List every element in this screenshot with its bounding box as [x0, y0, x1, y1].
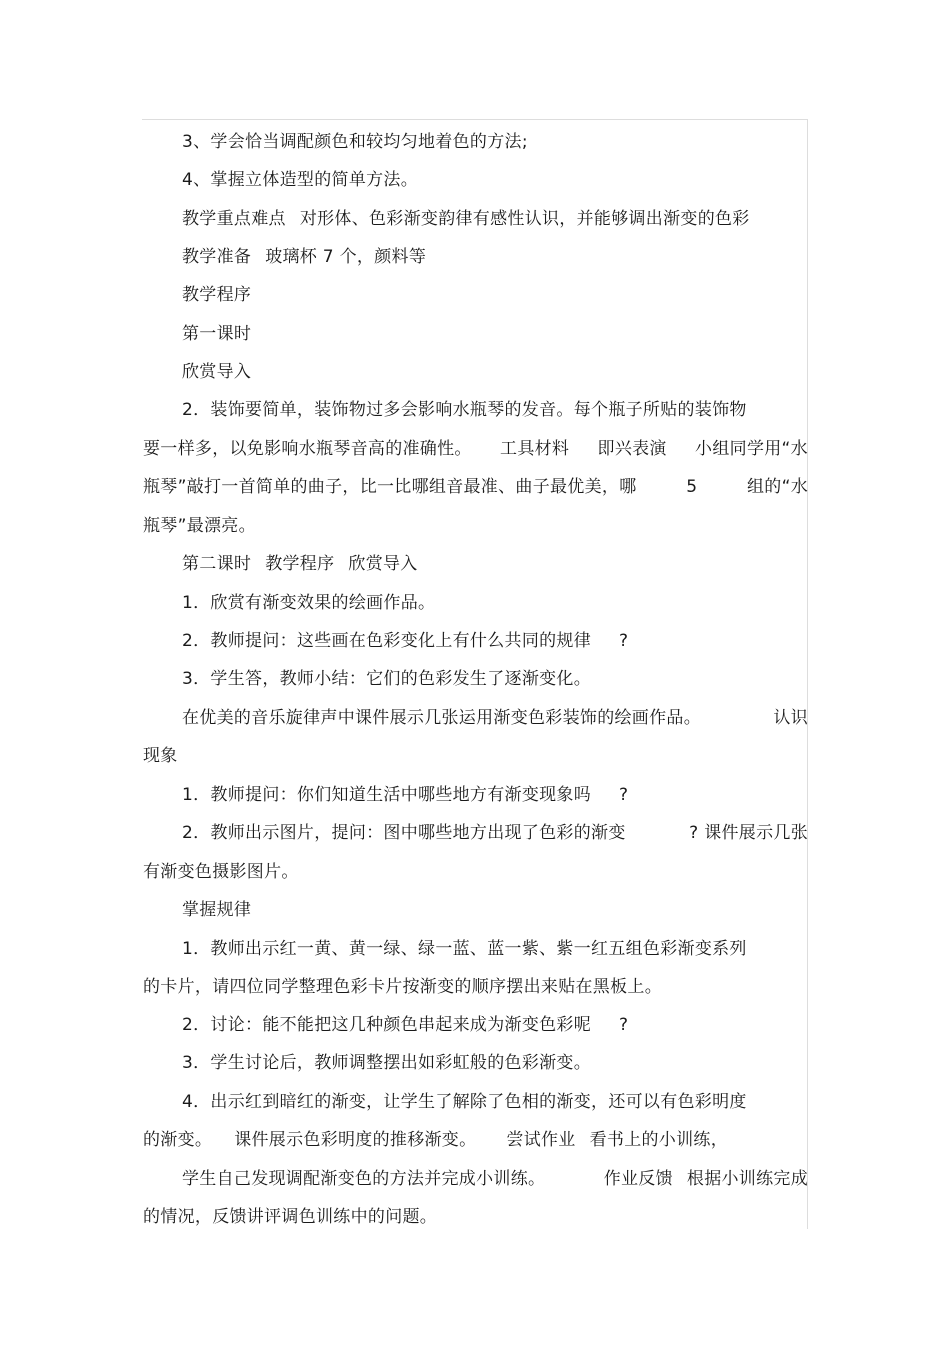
rule-step-1-cont — [143, 968, 808, 1006]
try-homework-text: 看书上的小训练， — [589, 1130, 729, 1150]
phen-step-1-text: 1．教师提问：你们知道生活中哪些地方有渐变现象吗 — [182, 785, 592, 805]
rule-step-1 — [143, 930, 808, 968]
objective-3-text: 3、学会恰当调配颜色和较均匀地着色的方法; — [182, 132, 528, 152]
rule-step-2 — [143, 1006, 808, 1044]
group-number: 5 — [686, 477, 698, 497]
rule-step-1-text: 1．教师出示红一黄、黄一绿、绿一蓝、蓝一紫、紫一红五组色彩渐变系列 — [182, 939, 747, 959]
procedure-heading — [143, 276, 808, 314]
music-showcase — [143, 699, 808, 737]
para-decoration-3 — [143, 468, 808, 506]
l2-step-1-text: 1．欣赏有渐变效果的绘画作品。 — [182, 593, 436, 613]
phenomenon-text: 现象 — [143, 746, 178, 766]
lesson-2-intro: 欣赏导入 — [348, 554, 418, 574]
objective-4-text: 4、掌握立体造型的简单方法。 — [182, 170, 419, 190]
feedback-group — [604, 1160, 808, 1198]
phen-step-2-text: 2．教师出示图片，提问：图中哪些地方出现了色彩的渐变 — [182, 823, 626, 843]
feedback-end — [143, 1198, 808, 1236]
teaching-prep-text: 玻璃杯 7 个，颜料等 — [265, 247, 427, 267]
master-rules-heading — [143, 891, 808, 929]
master-rules-text: 掌握规律 — [182, 900, 252, 920]
phen-step-2-end — [143, 853, 808, 891]
rule-step-2-text: 2．讨论：能不能把这几种颜色串起来成为渐变色彩呢 — [182, 1015, 592, 1035]
rule-step-4 — [143, 1083, 808, 1121]
compare-text-end: 组的“水 — [746, 477, 808, 497]
para-decoration-4 — [143, 507, 808, 545]
student-practice-text: 学生自己发现调配渐变色的方法并完成小训练。 — [182, 1169, 546, 1189]
phenomenon-line — [143, 737, 808, 775]
rule-step-4-cont — [143, 1121, 808, 1159]
l2-step-3-text: 3．学生答，教师小结：它们的色彩发生了逐渐变化。 — [182, 669, 592, 689]
para-decoration-cont: 要一样多，以免影响水瓶琴音高的准确性。 — [143, 439, 472, 459]
lesson-2-heading — [143, 545, 808, 583]
student-practice — [143, 1160, 808, 1198]
rule-step-1-cont-text: 的卡片，请四位同学整理色彩卡片按渐变的顺序摆出来贴在黑板上。 — [143, 977, 662, 997]
improv-label: 即兴表演 — [597, 439, 667, 459]
appreciation-intro-text: 欣赏导入 — [182, 362, 252, 382]
para-decoration-end: 瓶琴”最漂亮。 — [143, 516, 256, 536]
procedure-heading-text: 教学程序 — [182, 285, 252, 305]
phen-step-1-mark: ? — [619, 785, 629, 805]
lesson-1-heading-text: 第一课时 — [182, 324, 252, 344]
teaching-prep-label: 教学准备 — [182, 247, 252, 267]
phen-step-2-end-text: 有渐变色摄影图片。 — [143, 862, 299, 882]
page-border-top — [142, 119, 808, 120]
feedback-end-text: 的情况，反馈讲评调色训练中的问题。 — [143, 1207, 438, 1227]
rule-step-4-text: 4．出示红到暗红的渐变，让学生了解除了色相的渐变，还可以有色彩明度 — [182, 1092, 747, 1112]
phen-step-1 — [143, 776, 808, 814]
key-difficulty — [143, 200, 808, 238]
l2-step-2 — [143, 622, 808, 660]
music-showcase-text: 在优美的音乐旋律声中课件展示几张运用渐变色彩装饰的绘画作品。 — [182, 708, 701, 728]
rule-step-2-mark: ? — [619, 1015, 629, 1035]
lesson-1-heading — [143, 315, 808, 353]
group-play-text: 小组同学用“水 — [695, 439, 808, 459]
lesson-2-label: 第二课时 — [182, 554, 252, 574]
l2-step-2-text: 2．教师提问：这些画在色彩变化上有什么共同的规律 — [182, 631, 592, 651]
lesson-2-procedure: 教学程序 — [265, 554, 335, 574]
l2-step-3 — [143, 660, 808, 698]
try-homework-label: 尝试作业 — [506, 1130, 576, 1150]
l2-step-1 — [143, 584, 808, 622]
recognize-label: 认识 — [773, 708, 808, 728]
brightness-showcase-text: 课件展示色彩明度的推移渐变。 — [234, 1130, 477, 1150]
compare-text: 瓶琴”敲打一首简单的曲子，比一比哪组音最准、曲子最优美，哪 — [143, 477, 637, 497]
phen-step-2-cont: ? 课件展示几张 — [689, 823, 808, 843]
tools-materials-label: 工具材料 — [500, 439, 570, 459]
rule-step-3 — [143, 1044, 808, 1082]
appreciation-intro — [143, 353, 808, 391]
brightness-gradient-text: 的渐变。 — [143, 1130, 213, 1150]
feedback-label: 作业反馈 — [603, 1169, 673, 1189]
rule-step-3-text: 3．学生讨论后，教师调整摆出如彩虹般的色彩渐变。 — [182, 1053, 592, 1073]
feedback-text: 根据小训练完成 — [686, 1169, 808, 1189]
objective-4 — [143, 161, 808, 199]
key-difficulty-text: 对形体、色彩渐变韵律有感性认识，并能够调出渐变的色彩 — [299, 209, 750, 229]
para-decoration-2 — [143, 430, 808, 468]
para-decoration-text: 2．装饰要简单，装饰物过多会影响水瓶琴的发音。每个瓶子所贴的装饰物 — [182, 400, 747, 420]
para-decoration-1 — [143, 391, 808, 429]
l2-step-2-mark: ? — [619, 631, 629, 651]
key-difficulty-label: 教学重点难点 — [182, 209, 286, 229]
objective-3 — [143, 123, 808, 161]
teaching-prep — [143, 238, 808, 276]
phen-step-2 — [143, 814, 808, 852]
